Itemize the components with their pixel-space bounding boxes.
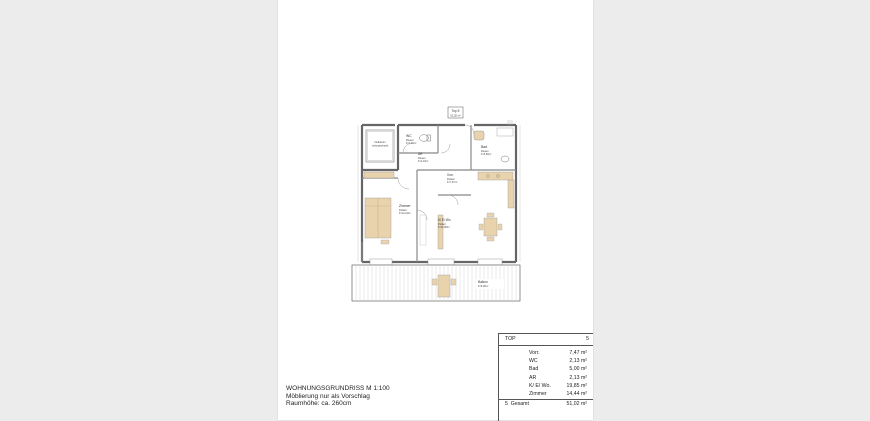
area-table bbox=[498, 333, 593, 421]
vorr-name: Vorr. bbox=[447, 173, 454, 177]
room-bad bbox=[474, 128, 513, 162]
area-total-value: 51,02 m² bbox=[566, 401, 587, 408]
area-total-number: 5 bbox=[505, 401, 508, 408]
kew-name: K/ E/ Wo bbox=[438, 218, 451, 222]
area-table-number: 5 bbox=[586, 336, 589, 342]
bad-floor: Fliesen bbox=[481, 150, 489, 153]
area-row: AR 2,13 m² bbox=[529, 374, 587, 381]
balkon-area: F=9,18m² bbox=[478, 285, 489, 288]
unit-tag bbox=[448, 107, 463, 118]
wc-name: WC bbox=[406, 134, 412, 138]
dining-table bbox=[479, 213, 502, 241]
room-vorr bbox=[447, 173, 458, 184]
wc-area: F=2,13m² bbox=[406, 142, 417, 145]
ar-area: F=2,13m² bbox=[418, 160, 429, 163]
balkon-name: Balkon bbox=[478, 280, 488, 284]
zimmer-floor: Parkett bbox=[399, 209, 407, 212]
area-table-header bbox=[499, 334, 593, 346]
area-total-label: Gesamt bbox=[510, 401, 529, 408]
caption-room-height: Raumhöhe: ca. 260cm bbox=[286, 400, 352, 408]
area-row: Vorr. 7,47 m² bbox=[529, 350, 587, 356]
room-ar bbox=[418, 152, 429, 163]
shaft-label: Notkamin bbox=[374, 141, 386, 144]
ar-floor: Fliesen bbox=[418, 157, 426, 160]
shaft-sub: Leitungsschacht bbox=[371, 145, 389, 148]
room-kew bbox=[438, 218, 451, 229]
shaft bbox=[366, 130, 394, 162]
balcony bbox=[352, 265, 520, 301]
windows bbox=[370, 259, 502, 265]
bad-name: Bad bbox=[481, 145, 488, 149]
kitchen bbox=[478, 172, 514, 208]
area-table-label: TOP bbox=[505, 336, 516, 342]
area-total-row bbox=[499, 399, 593, 409]
drawing-caption bbox=[286, 385, 390, 408]
caption-title: WOHNUNGSGRUNDRISS M 1:100 bbox=[286, 385, 390, 392]
vorr-area: F=7,47m² bbox=[447, 181, 458, 184]
area-row: Zimmer 14,44 m² bbox=[529, 390, 587, 397]
area-row: Bad 5,00 m² bbox=[529, 366, 587, 373]
kew-area: F=19,85m² bbox=[438, 226, 450, 229]
vorr-floor: Parkett bbox=[447, 178, 455, 181]
kew-floor: Parkett bbox=[438, 223, 446, 226]
unit-tag-label: Top 5 bbox=[451, 109, 460, 113]
ar-name: AR bbox=[418, 152, 423, 156]
plan-sheet bbox=[278, 0, 593, 420]
caption-furniture-note: Möblierung nur als Vorschlag bbox=[286, 392, 370, 400]
zimmer-area: F=14,44m² bbox=[399, 212, 411, 215]
unit-tag-area: 51,02 m² bbox=[450, 114, 461, 118]
zimmer-name: Zimmer bbox=[399, 204, 411, 208]
area-row: K/ E/ Wo. 19,85 m² bbox=[529, 382, 587, 389]
bad-area: F=5,00m² bbox=[481, 153, 492, 156]
wc-floor: Fliesen bbox=[406, 139, 414, 142]
room-zimmer bbox=[364, 172, 411, 244]
area-row: WC 2,13 m² bbox=[529, 358, 587, 365]
